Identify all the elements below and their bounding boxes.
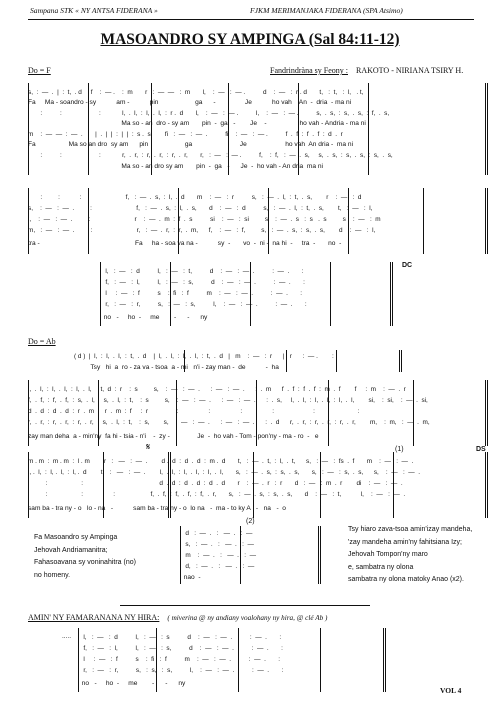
notation-line: s, : — . : — . : — xyxy=(180,541,254,548)
notation-line: l, . l, : l, . l, : l, . l, t, d : r : s s, : — : — . : — : — . : . m f . f : f . f : m . f f : m : — . r xyxy=(28,386,406,393)
volta-1-label: (1) xyxy=(395,446,404,453)
notation-line: : : : r, . r, : r, . r, : r, . r, r, : — : — . f, : f, : — . s, s, . s, : s, . s, : s, . s, xyxy=(28,152,393,159)
lyric-line: no - ho - me - - ny xyxy=(78,680,186,687)
volta-2-label: (2) xyxy=(246,518,255,525)
notation-line: f, : — : l, l, : — : s, d : — : — . : — . : xyxy=(100,279,305,286)
notation-line: : : : f, . f, : f, . f, : f, . r, s, : — . s, : s, . s, d : — : t, l, : — : — . xyxy=(28,491,406,498)
outro-label: AMIN' NY FAMARANANA NY HIRA: xyxy=(28,613,160,622)
notation-line: ( d ) | l, : l, . l, : t, . d | l, . l, : l, . l, : t, . d | m : — : r | r : — . : xyxy=(74,353,334,360)
staff-system-3 xyxy=(100,262,400,326)
notation-line: l : — : f s : fi : f m : — : — . : — . : xyxy=(100,290,303,297)
lyrics-text-line: Tsy hiaro zava-tsoa amin'izay mandeha, xyxy=(348,526,473,533)
lyric-line: Ma so - an dro sy am pin - ga - Je - ho vah - An dria ma ni xyxy=(28,163,323,170)
dc-marking: DC xyxy=(402,262,413,269)
staff-system-6 xyxy=(28,452,490,518)
staff-system-1 xyxy=(28,83,490,175)
lyric-line: tra - Fa ha - soa va na - sy - vo - ni - na hi - tra - no - xyxy=(28,240,342,247)
lyrics-text-line: 'zay mandeha amin'ny fahitsiana Izy; xyxy=(348,538,462,546)
lyrics-text-line: Fahasoavana sy voninahitra (no) xyxy=(34,559,136,566)
notation-line: l, : — : d l, : — : s d : — : — . : — . : xyxy=(78,634,282,641)
notation-line: r, : — : r, s, : s, : s, l, : — : — . : — . : xyxy=(78,667,284,674)
key-signature-2: Do = Ab xyxy=(28,337,56,346)
lyric-line: zay man deha a - min'ny fa hi - tsia - n'i - zy - Je - ho vah - Tom - pon'ny - ma - ro - e xyxy=(28,433,319,440)
notation-line: m, : — : — . : r, : — . r, : r, . m, f, : — : f, s, : — . s, : s, . s, d : — : l, xyxy=(28,227,376,234)
segno-sign: 𝄋 xyxy=(146,442,151,453)
lyric-line: Ma so - an dro - sy am pin - ga - Je - ho vah - Andria - ma ni xyxy=(28,120,366,127)
lyrics-text-right xyxy=(348,524,472,587)
notation-line: l : — : f s : fi : f m : — : — . : — . : xyxy=(78,656,281,663)
notation-line: s, : — : — . : f, : — . s, : l, . s, d : — : d s, : — . l, : t, . s, t, : — : l, xyxy=(28,205,373,212)
notation-line: : : d . d : d . d : d . d r : — . r : r d : — : m . r di : — : — . xyxy=(28,480,403,487)
outro-heading xyxy=(28,613,327,622)
notation-line: : : : l, . l, : l, . l, : r . d l, : — : — . l, : — : — . s, . s, : s, . s, : f, . s, xyxy=(28,110,390,117)
key-signature-1: Do = F xyxy=(28,66,51,75)
lyrics-text-line: e, sambatra ny olona xyxy=(348,563,414,571)
notation-line: r, : — : r, s, : — : s, l, : — : — . : — . : xyxy=(100,301,307,308)
notation-line: m : — — : — . | . | | : | | : s . s fi : — : — . fi : — : — . f . f : f . f : d . r xyxy=(28,131,343,138)
outro-note: ( miverina @ ny andiany voalohany ny hira, @ clé Ab ) xyxy=(167,614,328,622)
staff-system-outro xyxy=(78,628,390,694)
page-title: MASOANDRO SY AMPINGA (Sal 84:11-12) xyxy=(100,31,400,48)
staff-system-5 xyxy=(28,380,490,446)
lyrics-text-line: Jehovah Tompon'ny maro xyxy=(348,551,428,558)
notation-line: : : : f, : — . s, : l, . d m : — : r s, : — . l, : t, . s, r : — : d xyxy=(28,194,362,201)
lyric-line: sam ba - tra ny - o lo - na - sam ba - tra ny - o lo na - ma - to ky A - na - o xyxy=(28,505,286,512)
lyric-line: nao - xyxy=(180,574,201,581)
notation-line: f, . f, : f, . f, : s, . l, s, . l, : t, : s s, : — : — . : — : — . : . s, l, . l, : l, . l, : l, . l, si, : si, : — . si, xyxy=(28,397,428,404)
outro-lead-dots: ..... xyxy=(62,633,72,640)
notation-line: r, . r, : r, . r, : r, . r, s, . l, : t, : s, s, : — : — . : — : — . : . d r, . r, : r, . r, : r, . r, m, : m, : — . m, xyxy=(28,419,430,426)
notation-line: m : — . : — . : — xyxy=(180,552,256,559)
notation-line: s, : — . | : t, . d f : — . : m r : — — : m l, : — : — . d : — : r . d t, : t, : l, . t, xyxy=(28,89,364,96)
header-right: FJKM MERIMANJAKA FIDERANA (SPA Atsimo) xyxy=(250,6,403,15)
notation-line: f, : — : l, l, : — : s, d : — : — . : — . : xyxy=(78,645,283,652)
ds-marking: DS xyxy=(476,446,486,453)
credits-names: RAKOTO - NIRIANA TSIRY H. xyxy=(356,66,464,75)
lyrics-text-line: Fa Masoandro sy Ampinga xyxy=(34,534,118,541)
lyrics-text-left xyxy=(34,532,136,582)
lyrics-text-line: sambatra ny olona matoky Anao (x2). xyxy=(348,576,464,583)
notation-line: l, : — : — . : r : — . m : f . s si : — : si s : — . s : s . s s : — : m xyxy=(28,216,381,223)
header-rule xyxy=(28,19,474,20)
volume-label: VOL 4 xyxy=(440,686,462,695)
lyric-line: Fa Ma so an dro sy am pin ga Je ho vah An dria - ma ni xyxy=(28,141,354,148)
notation-line: d : — . : — . : — xyxy=(180,530,253,537)
outro-rule xyxy=(120,605,370,606)
credits xyxy=(270,66,463,75)
lyric-line: Tsy hi a ro - za va - tsoa a - mi n'i - zay man - de - ha xyxy=(74,364,279,371)
staff-system-7 xyxy=(180,526,325,586)
staff-system-4 xyxy=(74,350,404,376)
lyrics-text-line: Jehovah Andriamanitra; xyxy=(34,546,108,554)
header-left: Sampana STK « NY ANTSA FIDERANA » xyxy=(30,6,158,15)
notation-line: m . m : m . m : l . m r : — : — . d . d : d . d : m . d t, : — . t, : l, . t, s, : — : fs . f m : — : — . xyxy=(28,458,414,465)
notation-line: d, : — . : — . : — xyxy=(180,563,255,570)
notation-line: l, : — : d l, : — : t, d : — : — . : — . : xyxy=(100,268,304,275)
staff-system-2 xyxy=(28,188,490,254)
lyric-line: Fa Ma - soandro - sy am - pin ga - Je ho vah An - dria - ma ni xyxy=(28,99,352,106)
lyrics-text-line: no homeny. xyxy=(34,571,71,579)
lyric-line: no - ho - me - - ny xyxy=(100,314,208,321)
notation-line: l, . l, : l, . l, : l, . d t, : — : — . l, . l, : l, . l, : l, . l, s, : — . s, : s, . s, s, : — : s, . s, s, : — : — . xyxy=(28,469,421,476)
credits-label: Fandrindràna sy Feony : xyxy=(270,66,348,75)
notation-line: d . d : d . d : r . m r . m : f : r : : : : : : xyxy=(28,408,360,415)
